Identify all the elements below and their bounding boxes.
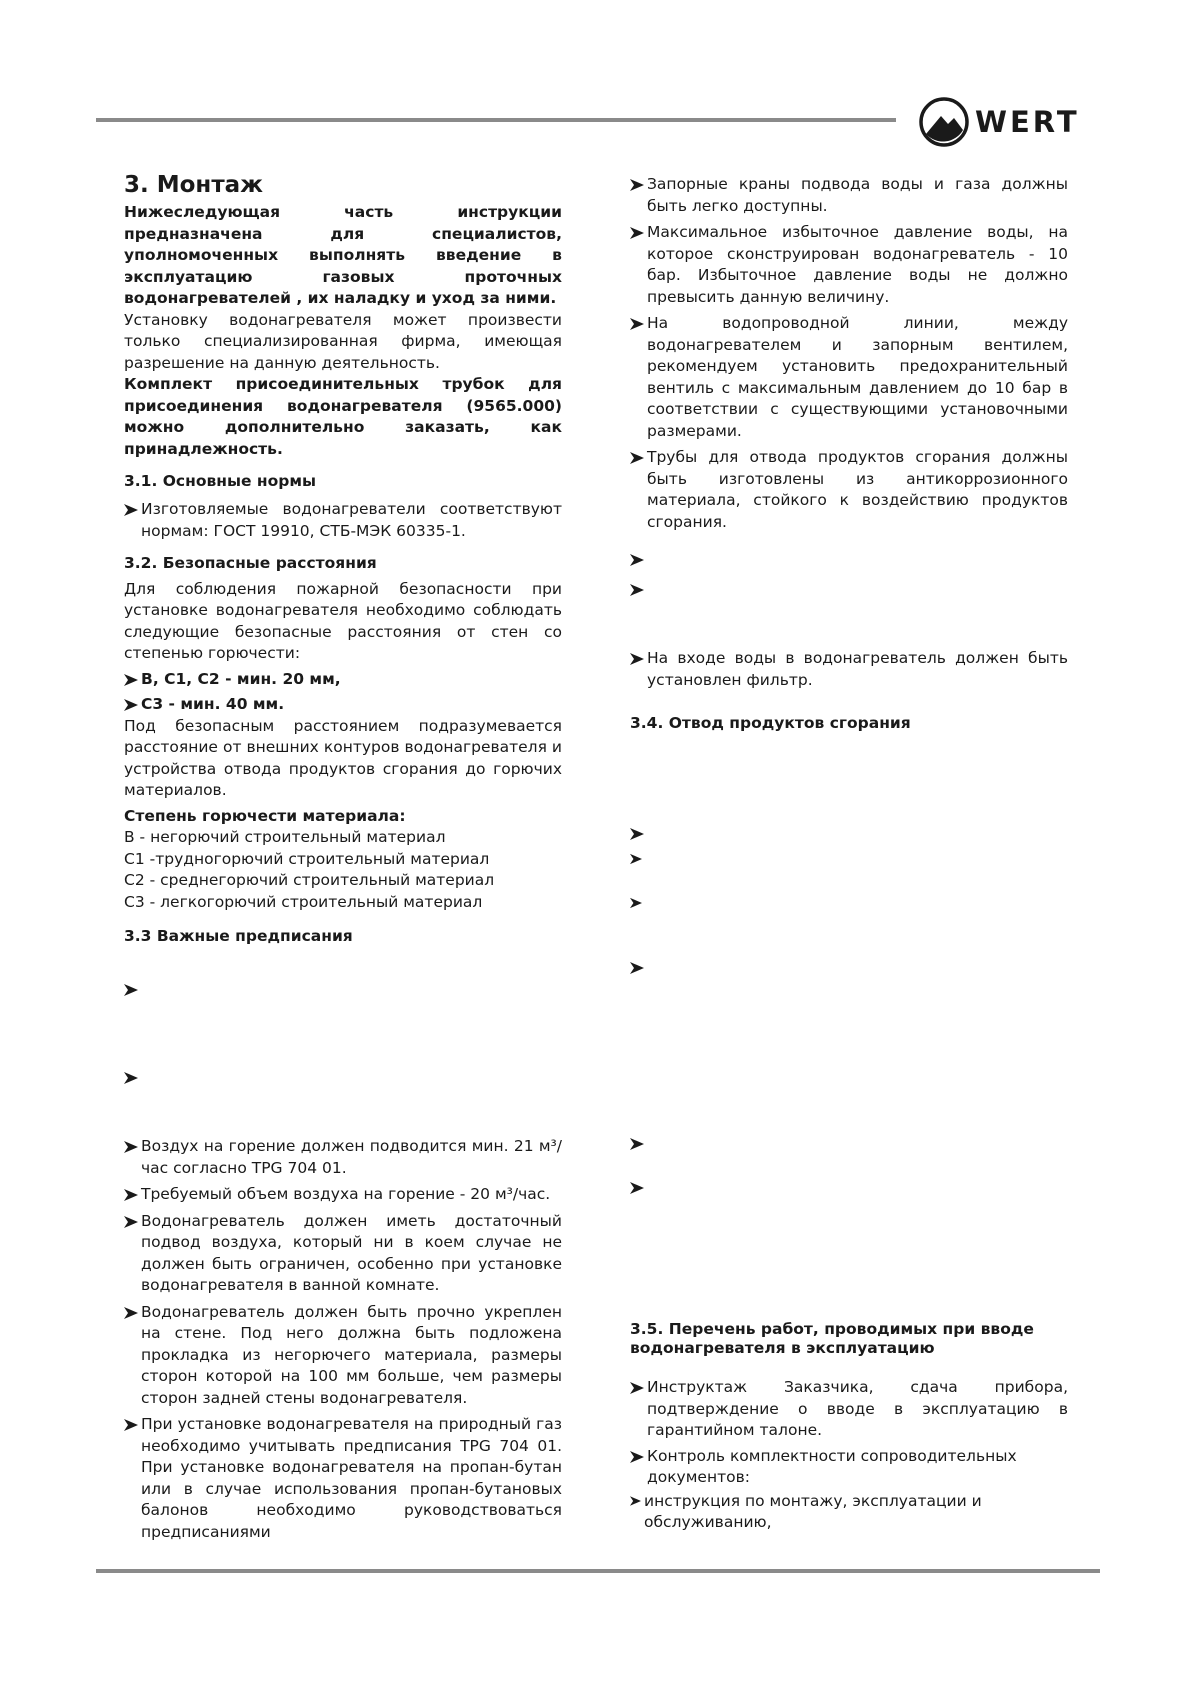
arrow-icon: [630, 850, 642, 869]
s35-item-2: [630, 1446, 1068, 1489]
item-pipes-text: Трубы для отвода продуктов сгорания должны быть изготовлены из антикоррозионного материала, стойкого к воздействию продуктов сгорания.: [647, 448, 1068, 531]
arrow-icon: [124, 1419, 138, 1431]
intro-bold-1: Нижеследующая часть инструкции предназначена для специалистов, уполномоченных выполнять введение в эксплуатацию газовых проточных водонагревателей , их наладку и уход за ними.: [124, 203, 562, 308]
arrow-icon: [124, 1307, 138, 1319]
intro-bold-2: Комплект присоединительных трубок для присоединения водонагревателя (9565.000) можно дополнительно заказать, как принадлежность.: [124, 375, 562, 458]
s35-item-3: [630, 1491, 1068, 1534]
item-pressure: [630, 222, 1068, 308]
arrow-icon: [630, 1496, 641, 1508]
s35-item-3-text: инструкция по монтажу, эксплуатации и обслуживанию,: [644, 1491, 982, 1532]
s32-item-1: [124, 669, 562, 691]
s32-grade-2: C1 -трудногорючий строительный материал: [124, 849, 490, 868]
s33-item-air-text: Воздух на горение должен подводится мин. 21 м³/час согласно TPG 704 01.: [141, 1137, 562, 1177]
section-3-3-title: 3.3 Важные предписания: [124, 927, 353, 946]
s33-item-supply-text: Водонагреватель должен иметь достаточный подвод воздуха, который ни в коем случае не должен быть ограничен, особенно при установке водонагревателя в ванной комнате.: [141, 1211, 562, 1294]
s32-item-2: [124, 694, 562, 716]
item-valves: [630, 174, 1068, 217]
right-section-3-5: [630, 1320, 1068, 1534]
wert-logo-text: WERT: [975, 105, 1080, 139]
arrow-icon: [124, 504, 138, 516]
item-valves-text: Запорные краны подвода воды и газа должны быть легко доступны.: [647, 175, 1068, 215]
intro-text: Установку водонагревателя может произвести только специализированная фирма, имеющая разрешение на данную деятельность.: [124, 310, 562, 372]
s32-grade-1: B - негорючий строительный материал: [124, 828, 446, 847]
s33-item-gas: [124, 1414, 562, 1543]
s33-item-volume-text: Требуемый объем воздуха на горение - 20 м³/час.: [141, 1185, 551, 1203]
s32-grade-title: Степень горючести материала:: [124, 806, 406, 825]
arrow-icon: [630, 1136, 644, 1155]
arrow-icon: [124, 1216, 138, 1228]
arrow-icon: [124, 1141, 138, 1153]
s33-item-volume: [124, 1184, 562, 1206]
arrow-icon: [630, 1382, 644, 1394]
wert-logo-mark: [917, 94, 1101, 150]
s33-item-gas-text: При установке водонагревателя на природный газ необходимо учитывать предписания TPG 704 01. При установке водонагревателя на пропан-бутан или в случае использования пропан-бутановых балонов необходимо руководствоваться предписаниями: [141, 1415, 562, 1541]
arrow-icon: [630, 552, 644, 571]
item-filter: [630, 648, 1068, 691]
s33-item-mount: [124, 1302, 562, 1410]
arrow-icon: [630, 1180, 644, 1199]
item-pipes: [630, 447, 1068, 533]
arrow-icon: [630, 452, 644, 464]
arrow-icon: [124, 699, 138, 711]
arrow-icon: [630, 227, 644, 239]
s32-grade-4: C3 - легкогорючий строительный материал: [124, 892, 483, 911]
right-column: [630, 174, 1068, 533]
s35-item-1-text: Инструктаж Заказчика, сдача прибора, подтверждение о вводе в эксплуатацию в гарантийном талоне.: [647, 1378, 1068, 1440]
s35-item-1: [630, 1377, 1068, 1442]
section-3-4-title: 3.4. Отвод продуктов сгорания: [630, 714, 911, 732]
item-safety-text: На водопроводной линии, между водонагревателем и запорным вентилем, рекомендуем установить предохранительный вентиль с максимальным давлением до 10 бар в соответствии с существующими установочными размерами.: [647, 314, 1068, 440]
footer-rule: [96, 1569, 1100, 1573]
section-3-5-title: 3.5. Перечень работ, проводимых при вводе водонагревателя в эксплуатацию: [630, 1320, 1034, 1357]
s32-text: Для соблюдения пожарной безопасности при установке водонагревателя необходимо соблюдать следующие безопасные расстояния от стен со степенью горючести:: [124, 579, 562, 663]
arrow-icon: [630, 1451, 644, 1463]
wert-logo: [917, 94, 1101, 150]
s32-grade-3: C2 - среднегорючий строительный материал: [124, 871, 495, 890]
arrow-icon: [630, 582, 644, 601]
arrow-icon: [630, 179, 644, 191]
arrow-icon: [630, 960, 644, 979]
arrow-icon: [124, 1189, 138, 1201]
arrow-icon: [124, 1070, 138, 1089]
right-filter-block: [630, 648, 1068, 691]
s32-item-1-text: B, C1, C2 - мин. 20 мм,: [141, 669, 341, 688]
section-3-2-title: 3.2. Безопасные расстояния: [124, 554, 377, 573]
arrow-icon: [124, 982, 138, 1001]
left-column: [124, 172, 562, 956]
s31-item: [124, 499, 562, 542]
s32-item-2-text: C3 - мин. 40 мм.: [141, 695, 285, 714]
s33-item-air: [124, 1136, 562, 1179]
item-filter-text: На входе воды в водонагреватель должен быть установлен фильтр.: [647, 649, 1068, 689]
item-pressure-text: Максимальное избыточное давление воды, на которое сконструирован водонагреватель - 10 бар. Избыточное давление воды не должно превысить данную величину.: [647, 223, 1068, 306]
page-title: 3. Монтаж: [124, 172, 264, 198]
left-column-bottom: [124, 1136, 562, 1543]
s35-item-2-text: Контроль комплектности сопроводительных документов:: [647, 1446, 1017, 1487]
s33-item-supply: [124, 1211, 562, 1297]
s31-item-text: Изготовляемые водонагреватели соответствуют нормам: ГОСТ 19910, СТБ-МЭК 60335-1.: [141, 500, 562, 540]
section-3-1-title: 3.1. Основные нормы: [124, 472, 317, 491]
s32-text-2: Под безопасным расстоянием подразумевается расстояние от внешних контуров водонагревателя и устройства отвода продуктов сгорания до горючих материалов.: [124, 716, 562, 800]
arrow-icon: [630, 653, 644, 665]
arrow-icon: [630, 894, 642, 913]
arrow-icon: [630, 826, 644, 845]
header-rule: [96, 118, 896, 122]
arrow-icon: [630, 318, 644, 330]
s33-item-mount-text: Водонагреватель должен быть прочно укреплен на стене. Под него должна быть подложена прокладка из негорючего материала, размеры сторон которой на 100 мм больше, чем размеры сторон задней стены водонагревателя.: [141, 1302, 562, 1407]
arrow-icon: [124, 674, 138, 686]
item-safety: [630, 313, 1068, 442]
